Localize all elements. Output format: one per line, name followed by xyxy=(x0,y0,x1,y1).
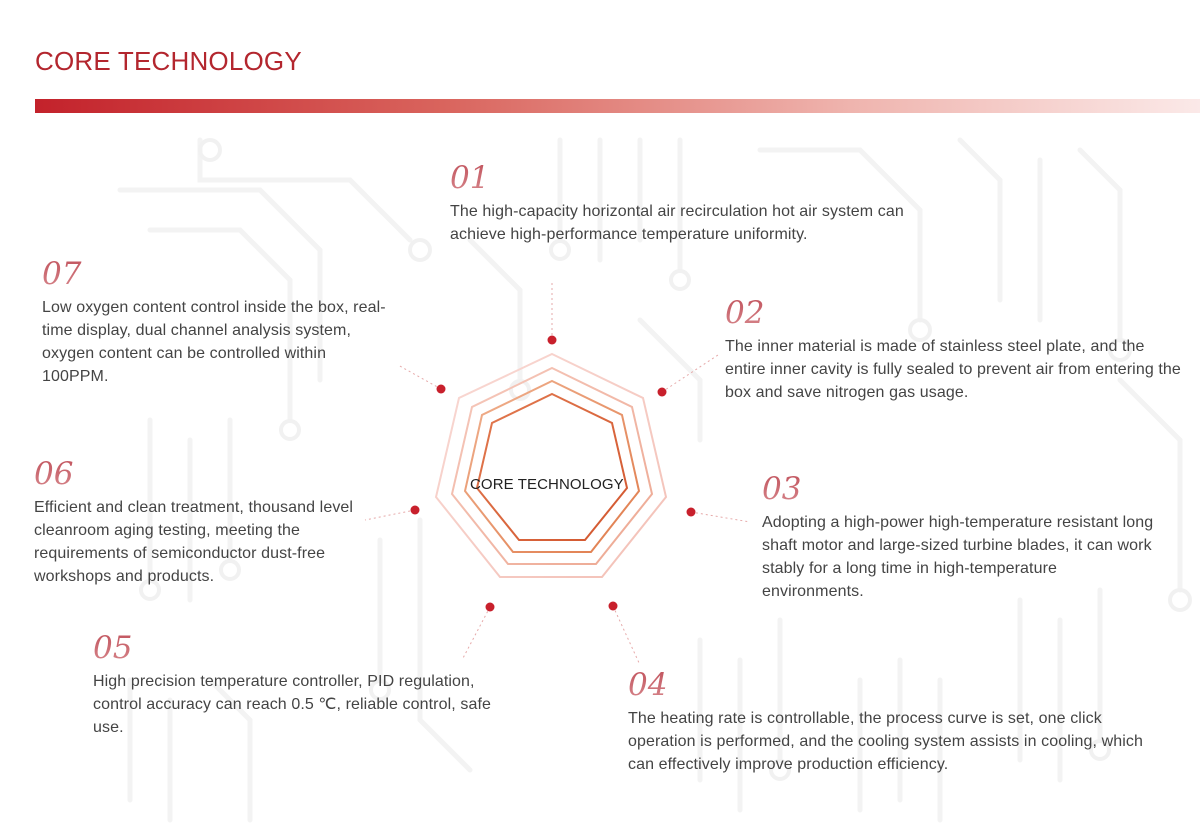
feature-description: The high-capacity horizontal air recirculation hot air system can achieve high-performance temperature uniformity. xyxy=(450,203,904,243)
feature-number: 04 xyxy=(628,667,1148,703)
page-title: CORE TECHNOLOGY xyxy=(35,46,302,76)
feature-description: High precision temperature controller, PID regulation, control accuracy can reach 0.5 ℃, reliable control, safe use. xyxy=(93,673,491,736)
feature-02 xyxy=(725,295,1185,404)
node-01 xyxy=(548,336,557,345)
feature-description: Low oxygen content control inside the box, real-time display, dual channel analysis system, oxygen content can be controlled within 100PPM. xyxy=(42,299,386,385)
connector-lines xyxy=(365,282,750,665)
feature-number: 06 xyxy=(34,456,384,492)
feature-number: 02 xyxy=(725,295,1185,331)
node-06 xyxy=(411,506,420,515)
feature-description: Adopting a high-power high-temperature resistant long shaft motor and large-sized turbine blades, it can work stably for a long time in high-temperature environments. xyxy=(762,514,1154,600)
feature-number: 07 xyxy=(42,256,392,292)
heptagon-core-ring xyxy=(477,394,627,540)
feature-description: The inner material is made of stainless steel plate, and the entire inner cavity is fully sealed to prevent air from entering the box and save nitrogen gas usage. xyxy=(725,338,1181,401)
node-07 xyxy=(437,385,446,394)
feature-number: 01 xyxy=(450,160,920,196)
feature-description: The heating rate is controllable, the process curve is set, one click operation is performed, and the cooling system assists in cooling, which can effectively improve production efficiency. xyxy=(628,710,1144,773)
feature-06 xyxy=(34,456,384,588)
feature-04 xyxy=(628,667,1148,776)
feature-description: Efficient and clean treatment, thousand level cleanroom aging testing, meeting the requirements of semiconductor dust-free workshops and products. xyxy=(34,499,354,585)
feature-01 xyxy=(450,160,920,246)
feature-07 xyxy=(42,256,392,388)
feature-number: 03 xyxy=(762,471,1162,507)
node-02 xyxy=(658,388,667,397)
node-03 xyxy=(687,508,696,517)
diagram-center-label: CORE TECHNOLOGY xyxy=(470,476,624,493)
heptagon-ring-3 xyxy=(465,381,639,552)
feature-number: 05 xyxy=(93,630,493,666)
feature-03 xyxy=(762,471,1162,603)
vertex-nodes xyxy=(411,336,696,612)
node-05 xyxy=(486,603,495,612)
node-04 xyxy=(609,602,618,611)
feature-05 xyxy=(93,630,493,739)
